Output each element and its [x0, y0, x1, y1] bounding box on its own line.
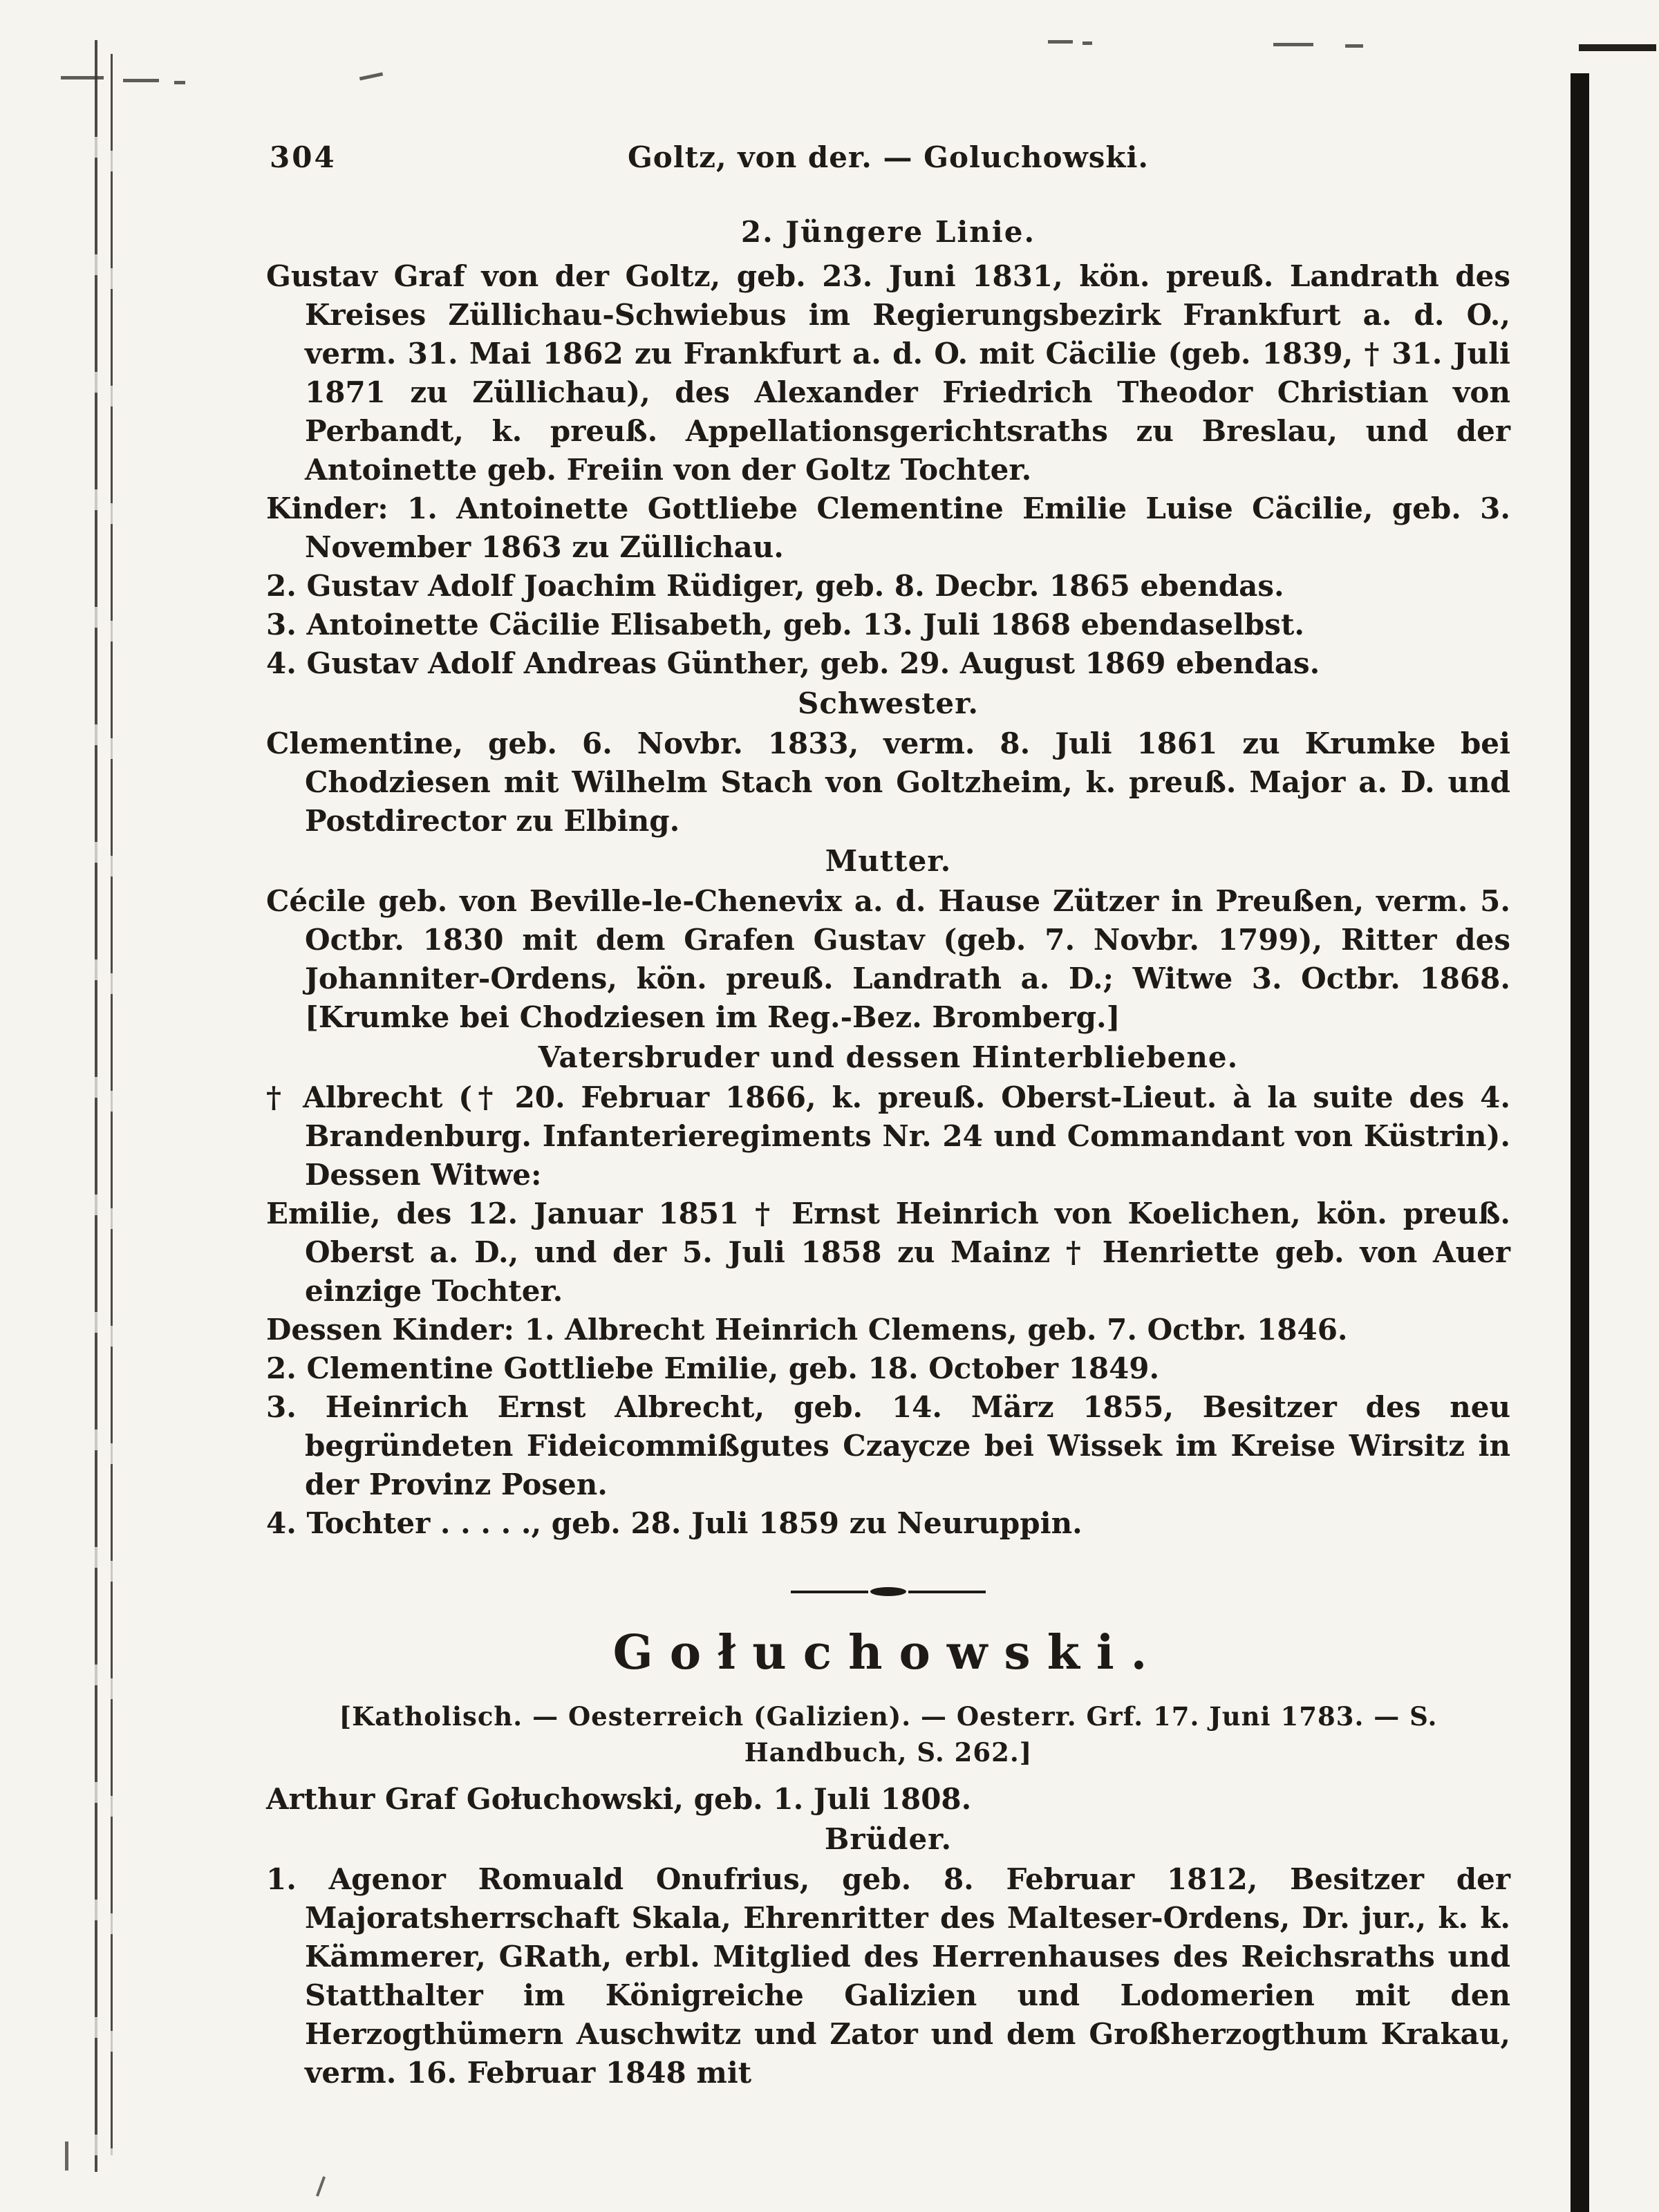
section-heading-juengere-linie: 2. Jüngere Linie.: [740, 215, 1036, 249]
family-note: [266, 1698, 1510, 1770]
page-header: [266, 138, 1510, 177]
family-note-line-1: [Katholisch. — Oesterreich (Galizien). — Oesterr. Grf. 17. Juni 1783. — S.: [339, 1701, 1438, 1732]
entry-kind-3-antoinette-caecilie: 3. Antoinette Cäcilie Elisabeth, geb. 13. Juli 1868 ebendaselbst.: [266, 608, 1304, 641]
running-header: Goltz, von der. — Goluchowski.: [627, 140, 1150, 174]
section-divider-ornament: [266, 1587, 1510, 1596]
page-number: 304: [270, 140, 337, 174]
entry-clementine: Clementine, geb. 6. Novbr. 1833, verm. 8. Juli 1861 zu Krumke bei Chodziesen mit Wilhelm Stach von Goltzheim, k. preuß. Major a. D. und Postdirector zu Elbing.: [266, 727, 1510, 838]
entry-arthur-graf-goluchowski: Arthur Graf Gołuchowski, geb. 1. Juli 1808.: [266, 1782, 972, 1816]
entry-emilie: Emilie, des 12. Januar 1851 † Ernst Heinrich von Koelichen, kön. preuß. Oberst a. D., und der 5. Juli 1858 zu Mainz † Henriette geb. von Auer einzige Tochter.: [266, 1197, 1510, 1308]
scan-artifact-dash: [61, 76, 104, 79]
scan-corner-mark: [1579, 44, 1656, 51]
entry-kind-2-gustav-adolf-joachim: 2. Gustav Adolf Joachim Rüdiger, geb. 8. Decbr. 1865 ebendas.: [266, 569, 1284, 603]
scan-edge-bar-right: [1571, 73, 1589, 2212]
subheading-schwester: Schwester.: [798, 686, 979, 720]
entry-dessen-kinder-1-albrecht: Dessen Kinder: 1. Albrecht Heinrich Clemens, geb. 7. Octbr. 1846.: [266, 1313, 1348, 1347]
scan-artifact-dash: [1345, 44, 1363, 48]
subheading-brueder: Brüder.: [824, 1822, 953, 1856]
divider-bar-left: [791, 1591, 868, 1593]
entry-kind-4-gustav-adolf-andreas: 4. Gustav Adolf Andreas Günther, geb. 29. August 1869 ebendas.: [266, 646, 1320, 680]
entry-dessen-kind-3-heinrich: 3. Heinrich Ernst Albrecht, geb. 14. März 1855, Besitzer des neu begründeten Fideicommißgutes Czaycze bei Wissek im Kreise Wirsitz in der Provinz Posen.: [266, 1390, 1510, 1501]
family-note-line-2: Handbuch, S. 262.]: [744, 1737, 1033, 1768]
divider-ornament-center: [870, 1587, 906, 1596]
subheading-vatersbruder: Vatersbruder und dessen Hinterbliebene.: [538, 1040, 1239, 1074]
page-content: [266, 138, 1510, 2092]
entry-kinder-1-antoinette: Kinder: 1. Antoinette Gottliebe Clementine Emilie Luise Cäcilie, geb. 3. November 1863 zu Züllichau.: [266, 491, 1510, 564]
binding-rule-left-inner: [111, 54, 113, 2155]
family-title-goluchowski: Gołuchowski.: [612, 1625, 1164, 1680]
scan-artifact-tick: [316, 2176, 326, 2197]
entry-dessen-kind-4-tochter: 4. Tochter . . . . ., geb. 28. Juli 1859 zu Neuruppin.: [266, 1506, 1082, 1540]
scan-artifact-tick: [65, 2141, 68, 2171]
scan-artifact-dash: [1048, 40, 1073, 44]
entry-albrecht: † Albrecht († 20. Februar 1866, k. preuß. Oberst-Lieut. à la suite des 4. Brandenburg. Infanterieregiments Nr. 24 und Commandant von Küstrin). Dessen Witwe:: [266, 1080, 1510, 1192]
entry-agenor-romuald-onufrius: 1. Agenor Romuald Onufrius, geb. 8. Februar 1812, Besitzer der Majoratsherrschaft Skala, Ehrenritter des Malteser-Ordens, Dr. jur., k. k. Kämmerer, GRath, erbl. Mitglied des Herrenhauses des Reichsraths und Statthalter im Königreiche Galizien und Lodomerien mit den Herzogthümern Auschwitz und Zator und dem Großherzogthum Krakau, verm. 16. Februar 1848 mit: [266, 1862, 1510, 2090]
entry-dessen-kind-2-clementine: 2. Clementine Gottliebe Emilie, geb. 18. October 1849.: [266, 1351, 1160, 1385]
scan-artifact-dash: [174, 81, 185, 84]
scan-artifact-squiggle: [359, 73, 383, 81]
divider-bar-right: [908, 1591, 986, 1593]
subheading-mutter: Mutter.: [825, 844, 952, 878]
scan-artifact-dash: [1273, 43, 1313, 46]
entry-gustav-graf-von-der-goltz: Gustav Graf von der Goltz, geb. 23. Juni 1831, kön. preuß. Landrath des Kreises Züllichau-Schwiebus im Regierungsbezirk Frankfurt a. d. O., verm. 31. Mai 1862 zu Frankfurt a. d. O. mit Cäcilie (geb. 1839, † 31. Juli 1871 zu Züllichau), des Alexander Friedrich Theodor Christian von Perbandt, k. preuß. Appellationsgerichtsraths zu Breslau, und der Antoinette geb. Freiin von der Goltz Tochter.: [266, 259, 1510, 487]
scan-artifact-dash: [1082, 41, 1092, 45]
binding-rule-left-outer: [95, 40, 97, 2172]
scan-artifact-dash: [123, 79, 159, 82]
entry-cecile: Cécile geb. von Beville-le-Chenevix a. d. Hause Zützer in Preußen, verm. 5. Octbr. 1830 mit dem Grafen Gustav (geb. 7. Novbr. 1799), Ritter des Johanniter-Ordens, kön. preuß. Landrath a. D.; Witwe 3. Octbr. 1868. [Krumke bei Chodziesen im Reg.-Bez. Bromberg.]: [266, 884, 1510, 1034]
